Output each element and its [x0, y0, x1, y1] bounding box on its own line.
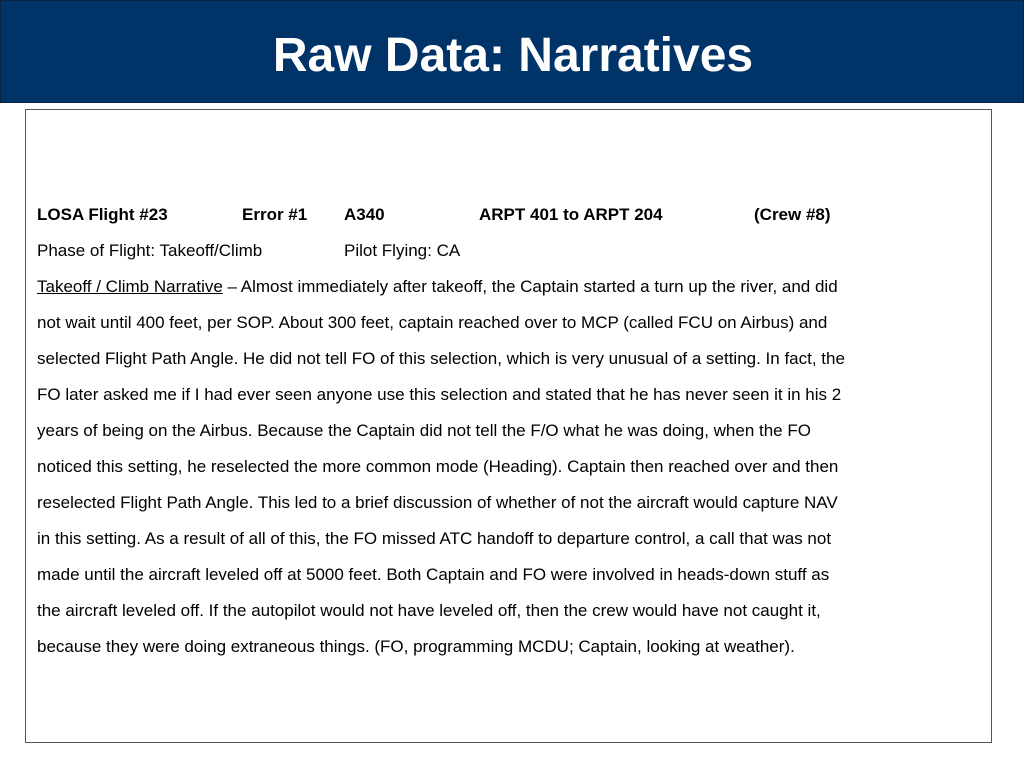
narrative-line: in this setting. As a result of all of this, the FO missed ATC handoff to departure control, a call that was not [37, 529, 832, 548]
record-header-line [37, 197, 987, 233]
narrative-line: reselected Flight Path Angle. This led to a brief discussion of whether of not the aircraft would capture NAV [37, 493, 838, 512]
narrative-body [37, 269, 987, 665]
narrative-line: not wait until 400 feet, per SOP. About 300 feet, captain reached over to MCP (called FCU on Airbus) and [37, 313, 828, 332]
crew-id: (Crew #8) [754, 205, 831, 224]
narrative-line: years of being on the Airbus. Because the Captain did not tell the F/O what he was doing, when the FO [37, 421, 811, 440]
title-bar [0, 0, 1024, 103]
content-box [25, 109, 992, 743]
narrative-line: because they were doing extraneous things. (FO, programming MCDU; Captain, looking at weather). [37, 637, 795, 656]
narrative-line: made until the aircraft leveled off at 5000 feet. Both Captain and FO were involved in heads-down stuff as [37, 565, 830, 584]
narrative-line: noticed this setting, he reselected the more common mode (Heading). Captain then reached over and then [37, 457, 839, 476]
aircraft-type: A340 [344, 205, 385, 224]
phase-of-flight: Phase of Flight: Takeoff/Climb [37, 241, 263, 260]
narrative-line: the aircraft leveled off. If the autopilot would not have leveled off, then the crew would have not caught it, [37, 601, 821, 620]
flight-id: LOSA Flight #23 [37, 205, 168, 224]
phase-line [37, 233, 987, 269]
narrative-line [37, 269, 987, 305]
narrative-text: – Almost immediately after takeoff, the Captain started a turn up the river, and did [222, 277, 838, 296]
narrative-label: Takeoff / Climb Narrative [37, 277, 223, 296]
error-id: Error #1 [242, 205, 308, 224]
route: ARPT 401 to ARPT 204 [479, 205, 663, 224]
narrative-line: FO later asked me if I had ever seen anyone use this selection and stated that he has never seen it in his 2 [37, 385, 842, 404]
narrative-line: selected Flight Path Angle. He did not tell FO of this selection, which is very unusual of a setting. In fact, the [37, 349, 845, 368]
narrative-text-area [37, 197, 987, 665]
slide-title: Raw Data: Narratives [272, 29, 754, 82]
pilot-flying: Pilot Flying: CA [344, 241, 461, 260]
